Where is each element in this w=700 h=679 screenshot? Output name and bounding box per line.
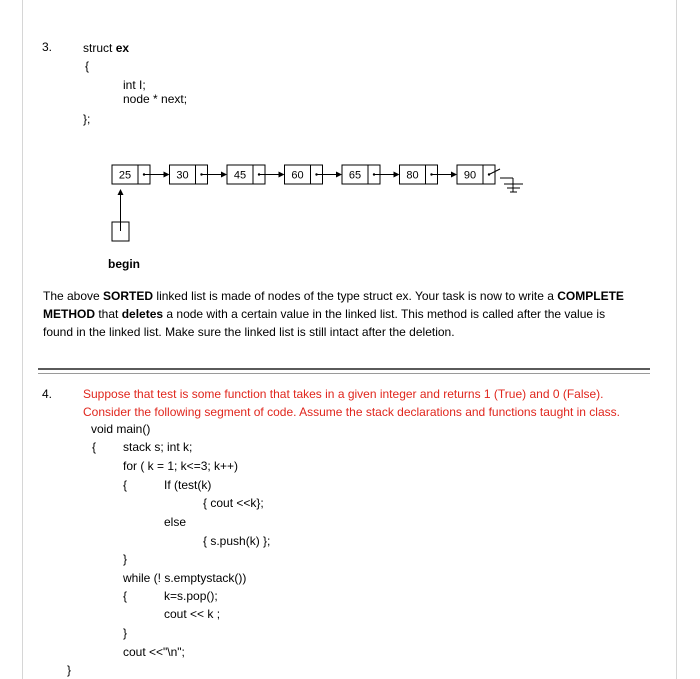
struct-name: ex xyxy=(115,41,130,55)
code-push: { s.push(k) }; xyxy=(203,534,271,548)
head-label-begin: begin xyxy=(108,257,140,271)
para-bold-deletes: deletes xyxy=(121,307,164,321)
code-while-close-brace: } xyxy=(123,626,128,640)
code-main-close-brace: } xyxy=(67,663,72,677)
para-text-4: a node with a certain value in the linked list. This method is called after the value is found in the linked list. Make sure the linked list is still intact after the deletion. xyxy=(43,307,606,339)
struct-keyword: struct xyxy=(83,41,113,55)
code-cout-newline: cout <<"\n"; xyxy=(123,645,185,659)
list-node xyxy=(342,165,399,184)
list-node xyxy=(170,165,227,184)
code-for-close-brace: } xyxy=(123,552,128,566)
question-3-paragraph xyxy=(43,287,638,341)
list-node xyxy=(285,165,342,184)
code-cout-pop: cout << k ; xyxy=(164,607,221,621)
question-4-prompt-line-2: Consider the following segment of code. Assume the stack declarations and functions taught in class. xyxy=(83,405,620,419)
null-ground-icon xyxy=(500,178,523,192)
node-value: 60 xyxy=(291,169,304,182)
code-pop: k=s.pop(); xyxy=(164,589,218,603)
code-while-open-brace: { xyxy=(123,589,128,603)
list-node xyxy=(227,165,284,184)
struct-field-next: node * next; xyxy=(123,92,188,106)
para-text-1: The above xyxy=(43,289,104,303)
list-node xyxy=(400,165,457,184)
code-main-signature: void main() xyxy=(91,422,151,436)
node-value: 30 xyxy=(176,169,189,182)
para-bold-complete-method: COMPLETE METHOD xyxy=(43,289,624,321)
para-bold-sorted: SORTED xyxy=(103,289,154,303)
linked-list-diagram xyxy=(0,0,700,260)
code-declarations: stack s; int k; xyxy=(123,440,193,454)
code-while-loop: while (! s.emptystack()) xyxy=(123,571,247,585)
question-4-prompt-line-1: Suppose that test is some function that takes in a given integer and returns 1 (True) and 0 (False). xyxy=(83,387,604,401)
list-node xyxy=(457,165,500,184)
para-text-3: that xyxy=(95,307,122,321)
node-value: 45 xyxy=(233,169,247,182)
node-value: 80 xyxy=(406,169,419,182)
code-else: else xyxy=(164,515,187,529)
question-4-number: 4. xyxy=(42,387,53,401)
node-value: 90 xyxy=(463,169,477,182)
para-text-2: linked list is made of nodes of the type struct ex. Your task is now to write a xyxy=(153,289,558,303)
node-value: 65 xyxy=(348,169,362,182)
question-3-number: 3. xyxy=(42,40,53,54)
code-main-open-brace: { xyxy=(92,440,97,454)
list-node xyxy=(112,165,169,184)
struct-close-brace: }; xyxy=(83,112,91,126)
code-if-test: If (test(k) xyxy=(164,478,212,492)
struct-open-brace: { xyxy=(85,59,90,73)
code-for-open-brace: { xyxy=(123,478,128,492)
code-cout-k: { cout <<k}; xyxy=(203,496,264,510)
code-for-loop: for ( k = 1; k<=3; k++) xyxy=(123,459,239,473)
node-value: 25 xyxy=(118,169,132,182)
struct-field-int: int I; xyxy=(123,78,146,92)
section-separator xyxy=(38,368,650,374)
